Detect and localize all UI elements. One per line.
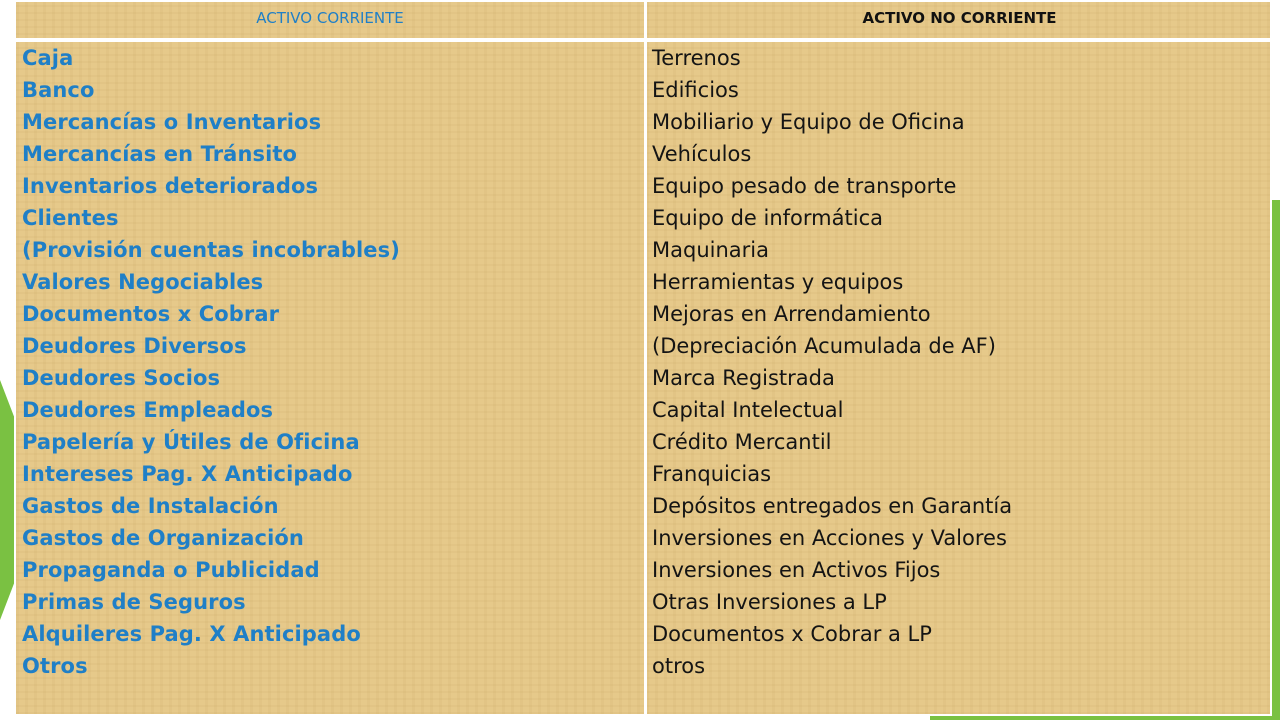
list-item: Mercancías en Tránsito <box>22 142 298 166</box>
list-item: Otros <box>22 654 88 678</box>
list-item: Vehículos <box>652 142 752 166</box>
list-item: Edificios <box>652 78 739 102</box>
assets-table <box>14 0 1272 716</box>
list-item: Crédito Mercantil <box>652 430 832 454</box>
list-item: Primas de Seguros <box>22 590 246 614</box>
table-header-row <box>16 2 1270 42</box>
list-item: Herramientas y equipos <box>652 270 904 294</box>
list-item: Valores Negociables <box>22 270 264 294</box>
list-item: Documentos x Cobrar <box>22 302 280 326</box>
header-activo-no-corriente: ACTIVO NO CORRIENTE <box>862 9 1057 27</box>
list-item: Documentos x Cobrar a LP <box>652 622 932 646</box>
list-item: Mercancías o Inventarios <box>22 110 322 134</box>
list-item: otros <box>652 654 706 678</box>
list-item: Depósitos entregados en Garantía <box>652 494 1013 518</box>
list-item: Mejoras en Arrendamiento <box>652 302 931 326</box>
list-item: Intereses Pag. X Anticipado <box>22 462 353 486</box>
activo-no-corriente-list <box>652 42 1264 682</box>
list-item: Gastos de Instalación <box>22 494 279 518</box>
list-item: (Depreciación Acumulada de AF) <box>652 334 996 358</box>
list-item: Inversiones en Activos Fijos <box>652 558 941 582</box>
list-item: Inventarios deteriorados <box>22 174 319 198</box>
activo-corriente-list <box>22 42 637 682</box>
list-item: Gastos de Organización <box>22 526 304 550</box>
column-divider <box>644 2 647 714</box>
list-item: Deudores Empleados <box>22 398 274 422</box>
list-item: Equipo pesado de transporte <box>652 174 957 198</box>
list-item: Papelería y Útiles de Oficina <box>22 430 360 454</box>
list-item: Clientes <box>22 206 119 230</box>
header-activo-corriente: ACTIVO CORRIENTE <box>256 9 404 27</box>
list-item: Propaganda o Publicidad <box>22 558 320 582</box>
list-item: Otras Inversiones a LP <box>652 590 887 614</box>
list-item: Caja <box>22 46 74 70</box>
list-item: Franquicias <box>652 462 772 486</box>
list-item: Maquinaria <box>652 238 769 262</box>
list-item: Terrenos <box>652 46 741 70</box>
list-item: Equipo de informática <box>652 206 883 230</box>
list-item: Deudores Diversos <box>22 334 247 358</box>
list-item: Mobiliario y Equipo de Oficina <box>652 110 965 134</box>
list-item: Capital Intelectual <box>652 398 844 422</box>
list-item: Marca Registrada <box>652 366 835 390</box>
list-item: Inversiones en Acciones y Valores <box>652 526 1007 550</box>
list-item: (Provisión cuentas incobrables) <box>22 238 400 262</box>
list-item: Banco <box>22 78 95 102</box>
list-item: Alquileres Pag. X Anticipado <box>22 622 361 646</box>
list-item: Deudores Socios <box>22 366 221 390</box>
